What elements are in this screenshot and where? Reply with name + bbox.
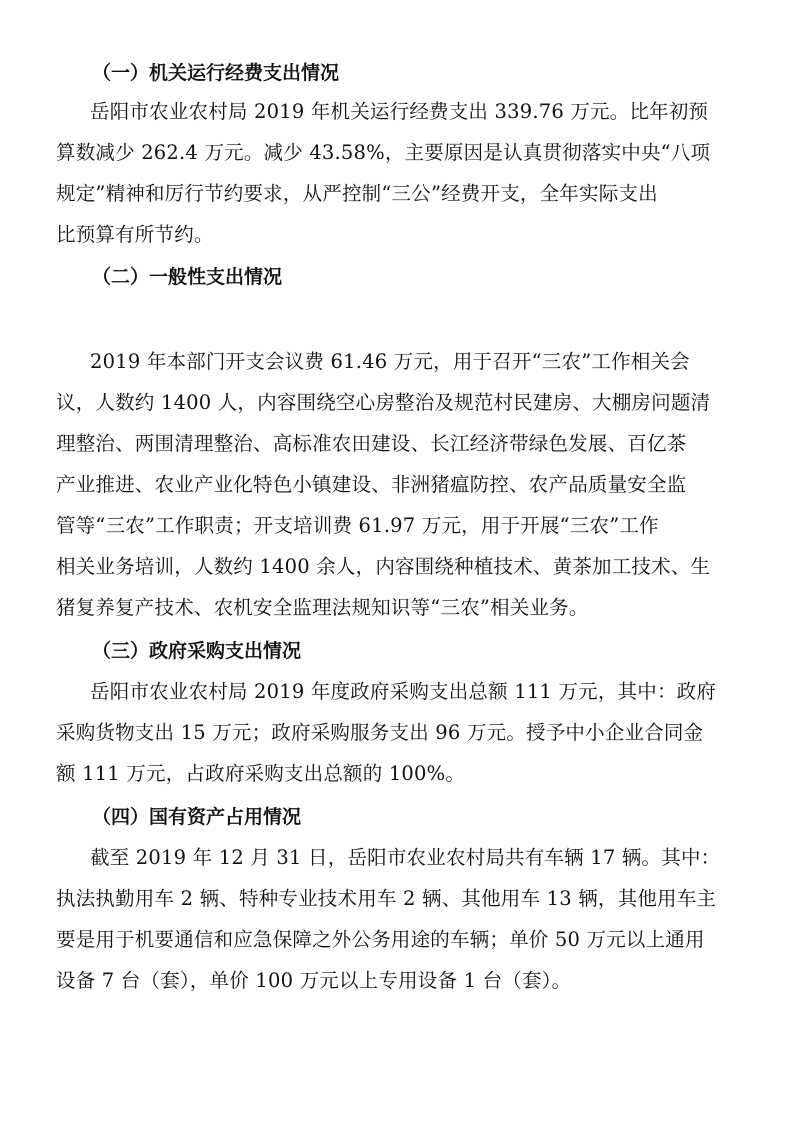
paragraph-line: 理整治、两围清理整治、高标准农田建设、长江经济带绿色发展、百亿茶 — [56, 432, 687, 455]
paragraph-line: 岳阳市农业农村局 2019 年度政府采购支出总额 111 万元，其中：政府 — [90, 680, 717, 703]
section-heading-4: （四）国有资产占用情况 — [92, 806, 302, 828]
section-heading-3: （三）政府采购支出情况 — [92, 640, 302, 662]
paragraph-line: 要是用于机要通信和应急保障之外公务用途的车辆；单价 50 万元以上通用 — [56, 928, 705, 951]
paragraph-line: 设备 7 台（套），单价 100 万元以上专用设备 1 台（套）。 — [56, 969, 572, 992]
paragraph-line: 执法执勤用车 2 辆、特种专业技术用车 2 辆、其他用车 13 辆，其他用车主 — [56, 887, 717, 910]
paragraph-line: 产业推进、农业产业化特色小镇建设、非洲猪瘟防控、农产品质量安全监 — [56, 473, 687, 496]
paragraph-line: 比预算有所节约。 — [56, 223, 214, 246]
paragraph-line: 管等“三农”工作职责；开支培训费 61.97 万元，用于开展“三农”工作 — [56, 514, 659, 537]
section-heading-2: （二）一般性支出情况 — [92, 266, 283, 288]
section-heading-1: （一）机关运行经费支出情况 — [92, 62, 340, 84]
paragraph-line: 猪复养复产技术、农机安全监理法规知识等“三农”相关业务。 — [56, 596, 589, 619]
paragraph-line: 规定”精神和厉行节约要求，从严控制“三公”经费开支，全年实际支出 — [56, 182, 658, 205]
paragraph-line: 算数减少 262.4 万元。减少 43.58%，主要原因是认真贯彻落实中央“八项 — [56, 141, 711, 164]
paragraph-line: 议，人数约 1400 人，内容围绕空心房整治及规范村民建房、大棚房问题清 — [56, 391, 711, 414]
paragraph-line: 2019 年本部门开支会议费 61.46 万元，用于召开“三农”工作相关会 — [90, 350, 690, 373]
paragraph-line: 岳阳市农业农村局 2019 年机关运行经费支出 339.76 万元。比年初预 — [90, 100, 709, 123]
paragraph-line: 相关业务培训，人数约 1400 余人，内容围绕种植技术、黄茶加工技术、生 — [56, 555, 711, 578]
paragraph-line: 采购货物支出 15 万元；政府采购服务支出 96 万元。授予中小企业合同金 — [56, 721, 704, 744]
paragraph-line: 截至 2019 年 12 月 31 日，岳阳市农业农村局共有车辆 17 辆。其中： — [90, 846, 721, 869]
paragraph-line: 额 111 万元，占政府采购支出总额的 100%。 — [56, 762, 466, 785]
